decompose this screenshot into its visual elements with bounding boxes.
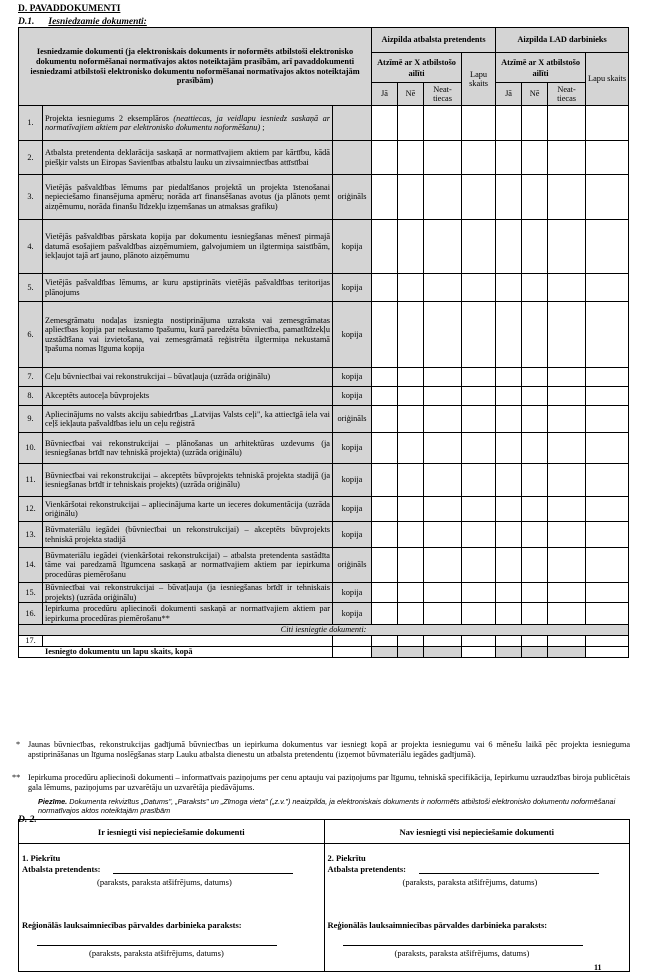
applicant-pages-cell[interactable] [462,603,496,625]
lad-na-cell[interactable] [548,522,586,548]
row-description [43,464,333,497]
document-row [19,583,629,603]
lad-na-cell[interactable] [548,175,586,220]
applicant-no-cell[interactable] [398,603,424,625]
total-shaded-cell [424,647,462,658]
lad-no-cell[interactable] [522,522,548,548]
lad-no-cell[interactable] [522,106,548,141]
row-copy-type: kopija [333,274,372,302]
row-description [43,603,333,625]
applicant-yes-cell[interactable] [372,406,398,433]
total-shaded-cell [372,647,398,658]
row-description [43,274,333,302]
row-copy-type: kopija [333,433,372,464]
row-number: 9. [19,406,43,433]
lad-yes-cell[interactable] [496,387,522,406]
applicant-na-cell[interactable] [424,274,462,302]
lad-na-cell[interactable] [548,302,586,368]
row-number: 16. [19,603,43,625]
footnote-2 [12,773,630,793]
row-description-text: Zemesgrāmatu nodaļas izsniegta nostiprinājuma uzraksta vai zemesgrāmatas apliecības kopija par nekustamo īpašumu, kurā paredzēta būvniecība, pamatlīdzekļu uzstādīšana vai izvietošana, vai zemesgrāmatā reģistrēta ilgtermiņa nekustamā īpašuma nomas līguma kopija [45,315,330,353]
document-row [19,302,629,368]
applicant-yes-cell[interactable] [372,387,398,406]
row-description-text: Vietējās pašvaldības lēmums par piedalīšanos projektā un projekta īstenošanai nepieciešamo finansējuma apmēru; norāda arī finansēšanas avotus (ja plānots ņemt aizņēmumu, norāda finanšu līdzekļu izņemšanas un atmaksas grafiku) [45,182,330,211]
document-row [19,175,629,220]
lad-yes-cell[interactable] [496,522,522,548]
total-row [19,647,629,658]
applicant-no-cell[interactable] [398,175,424,220]
applicant-na-cell[interactable] [424,220,462,274]
right-applicant-hint: (paraksts, paraksta atšifrējums, datums) [402,877,538,887]
lad-pages-cell[interactable] [586,522,629,548]
applicant-yes-cell[interactable] [372,497,398,522]
document-row [19,106,629,141]
applicant-yes-cell[interactable] [372,274,398,302]
applicant-pages-cell[interactable] [462,175,496,220]
header-lad-na: Neat-tiecas [548,83,586,106]
lad-na-cell[interactable] [548,406,586,433]
header-applicant-no: Nē [398,83,424,106]
lad-pages-cell[interactable] [586,220,629,274]
applicant-yes-cell[interactable] [372,464,398,497]
lad-pages-cell[interactable] [586,497,629,522]
lad-na-cell[interactable] [548,548,586,583]
applicant-na-cell[interactable] [424,433,462,464]
lad-yes-cell[interactable] [496,497,522,522]
applicant-no-cell[interactable] [398,302,424,368]
row-copy-type [333,106,372,141]
row-copy-type: oriģināls [333,548,372,583]
row-description [43,387,333,406]
row-description [43,497,333,522]
applicant-pages-cell[interactable] [462,274,496,302]
applicant-na-cell[interactable] [424,522,462,548]
applicant-yes-cell[interactable] [372,141,398,175]
applicant-pages-cell[interactable] [462,387,496,406]
applicant-na-cell[interactable] [424,406,462,433]
row-17-cell[interactable] [372,636,398,647]
lad-pages-cell[interactable] [586,603,629,625]
row-description-note: (neattiecas, ja veidlapu iesniedz saskaņā ar normatīvajiem aktiem par elektronisko dokumentu noformēšanu) [45,113,330,132]
row-number: 1. [19,106,43,141]
lad-yes-cell[interactable] [496,220,522,274]
lad-yes-cell[interactable] [496,302,522,368]
header-applicant-pages: Lapu skaits [462,53,496,106]
lad-no-cell[interactable] [522,387,548,406]
applicant-na-cell[interactable] [424,368,462,387]
left-applicant-signature-line[interactable] [113,873,293,874]
row-number: 15. [19,583,43,603]
row-description-tail: ; [260,123,265,132]
applicant-no-cell[interactable] [398,522,424,548]
lad-pages-cell[interactable] [586,464,629,497]
signature-table [18,819,630,972]
other-docs-label: Citi iesniegtie dokumenti: [19,625,629,636]
lad-no-cell[interactable] [522,274,548,302]
row-description [43,141,333,175]
lad-no-cell[interactable] [522,497,548,522]
document-row [19,141,629,175]
applicant-yes-cell[interactable] [372,548,398,583]
right-applicant-label: Atbalsta pretendents: [327,864,406,874]
lad-pages-cell[interactable] [586,433,629,464]
applicant-pages-cell[interactable] [462,548,496,583]
document-row [19,406,629,433]
row-description [43,522,333,548]
total-copy-cell [333,647,372,658]
lad-no-cell[interactable] [522,406,548,433]
row-number: 6. [19,302,43,368]
lad-no-cell[interactable] [522,302,548,368]
lad-na-cell[interactable] [548,141,586,175]
row-number: 10. [19,433,43,464]
left-applicant-hint: (paraksts, paraksta atšifrējums, datums) [97,877,232,887]
total-shaded-cell [548,647,586,658]
row-copy-type: kopija [333,522,372,548]
lad-pages-cell[interactable] [586,368,629,387]
right-applicant-signature-line[interactable] [419,873,599,874]
lad-yes-cell[interactable] [496,548,522,583]
row-copy-type: oriģināls [333,175,372,220]
document-row [19,464,629,497]
lad-na-cell[interactable] [548,106,586,141]
applicant-no-cell[interactable] [398,464,424,497]
lad-pages-cell[interactable] [586,548,629,583]
note-piezime [38,797,630,815]
row-number: 7. [19,368,43,387]
lad-na-cell[interactable] [548,368,586,387]
subsection-d2-number: D. 2. [18,815,37,825]
row-description-text: Būvniecībai vai rekonstrukcijai – būvatļauja (ja iesniegšanas brīdī ir tehniskais projekts) (uzrāda oriģinālu) [45,583,330,602]
header-applicant-yes: Jā [372,83,398,106]
applicant-no-cell[interactable] [398,387,424,406]
row-description-text: Būvmateriālu iegādei (būvniecībai un rekonstrukcijai) – akceptēts būvprojekts tehniskā projekta stadijā [45,525,330,544]
lad-pages-cell[interactable] [586,406,629,433]
document-row [19,274,629,302]
lad-no-cell[interactable] [522,368,548,387]
document-row [19,548,629,583]
applicant-na-cell[interactable] [424,497,462,522]
applicant-total-pages-cell[interactable] [462,647,496,658]
applicant-no-cell[interactable] [398,406,424,433]
row-description-text: Apliecinājums no valsts akciju sabiedrības „Latvijas Valsts ceļi", ka attiecīgā iela vai ceļš iekļauta pašvaldības ielu un ceļu reģistrā [45,409,330,428]
lad-no-cell[interactable] [522,464,548,497]
applicant-yes-cell[interactable] [372,302,398,368]
section-title: D. PAVADDOKUMENTI [18,4,121,14]
lad-yes-cell[interactable] [496,464,522,497]
lad-no-cell[interactable] [522,141,548,175]
lad-yes-cell[interactable] [496,106,522,141]
lad-na-cell[interactable] [548,220,586,274]
applicant-no-cell[interactable] [398,141,424,175]
lad-total-pages-cell[interactable] [586,647,629,658]
lad-na-cell[interactable] [548,583,586,603]
lad-na-cell[interactable] [548,497,586,522]
row-description [43,433,333,464]
applicant-na-cell[interactable] [424,141,462,175]
note-piezime-text: Dokumenta rekvizītus „Datums", „Paraksts" un „Zīmoga vieta" („z.v.") neaizpilda, ja elektroniskais dokuments ir noformēts atbilstoši elektronisko dokumentu noformēšanai normatīvajos aktos noteiktajām prasībām [38,797,616,815]
header-lad-yes: Jā [496,83,522,106]
row-description [43,548,333,583]
lad-yes-cell[interactable] [496,433,522,464]
applicant-na-cell[interactable] [424,302,462,368]
left-applicant-label: Atbalsta pretendents: [22,864,101,874]
row-description-text: Iepirkuma procedūru apliecinoši dokumenti saskaņā ar normatīvajiem aktiem par iepirkuma procedūras piemērošanu** [45,604,330,623]
document-row [19,433,629,464]
applicant-no-cell[interactable] [398,497,424,522]
header-lad-group: Aizpilda LAD darbinieks [496,28,629,53]
subsection-title [18,17,147,27]
row-number: 3. [19,175,43,220]
applicant-yes-cell[interactable] [372,175,398,220]
row-17-cell[interactable] [462,636,496,647]
applicant-yes-cell[interactable] [372,603,398,625]
applicant-na-cell[interactable] [424,387,462,406]
lad-yes-cell[interactable] [496,368,522,387]
row-number: 12. [19,497,43,522]
lad-pages-cell[interactable] [586,583,629,603]
applicant-yes-cell[interactable] [372,368,398,387]
row-number: 2. [19,141,43,175]
lad-no-cell[interactable] [522,220,548,274]
applicant-pages-cell[interactable] [462,141,496,175]
applicant-yes-cell[interactable] [372,522,398,548]
lad-pages-cell[interactable] [586,141,629,175]
row-copy-type: kopija [333,220,372,274]
lad-pages-cell[interactable] [586,274,629,302]
row-description-text: Projekta iesniegums 2 eksemplāros [45,113,169,123]
row-description-text: Ceļu būvniecībai vai rekonstrukcijai – būvatļauja (uzrāda oriģinālu) [45,372,271,382]
lad-na-cell[interactable] [548,433,586,464]
right-official-hint: (paraksts, paraksta atšifrējums, datums) [394,948,530,958]
row-number: 8. [19,387,43,406]
document-row-17 [19,636,629,647]
applicant-yes-cell[interactable] [372,106,398,141]
applicant-na-cell[interactable] [424,583,462,603]
row-number: 13. [19,522,43,548]
document-row [19,387,629,406]
applicant-na-cell[interactable] [424,106,462,141]
row-copy-type: kopija [333,387,372,406]
row-description-text: Vietējās pašvaldības lēmums, ar kuru apstiprināts vietējās pašvaldības teritorijas plānojums [45,278,330,297]
row-description [43,406,333,433]
lad-no-cell[interactable] [522,603,548,625]
footnote-1-text: Jaunas būvniecības, rekonstrukcijas gadījumā būvniecības un iepirkuma dokumentus var iesniegt kopā ar projekta iesniegumu vai 6 mēnešu laikā pēc projekta iesnieguma apstiprināšanas un līguma noslēgšanas starp Lauku atbalsta dienestu un atbalsta pretendentu (izņemot būvmateriālu iegādes gadījumā). [28,740,630,760]
left-agree-title: 1. Piekrītu [22,853,61,863]
applicant-na-cell[interactable] [424,603,462,625]
row-copy-type: kopija [333,302,372,368]
row-description [43,302,333,368]
row-description-text: Būvniecībai vai rekonstrukcijai – akceptēts būvprojekts tehniskā projekta stadijā (ja iesniegšanas brīdī ir tehniskais projekts) (uzrāda oriģinālu) [45,470,330,489]
footnote-1-mark: * [16,740,21,749]
header-documents: Iesniedzamie dokumenti (ja elektroniskais dokuments ir noformēts atbilstoši elektronisko dokumentu noformēšanai normatīvajos aktos noteiktajām prasībām, arī pavaddokumenti iesniedzami atbilstoši elektronisko dokumentu noformēšanai normatīvajos aktos noteiktajām prasībām) [19,28,372,106]
row-17-cell[interactable] [424,636,462,647]
lad-pages-cell[interactable] [586,302,629,368]
row-17-copy-type[interactable] [333,636,372,647]
header-lad-mark: Atzīmē ar X atbilstošo ailīti [496,53,586,83]
header-applicant-mark: Atzīmē ar X atbilstošo ailīti [372,53,462,83]
applicant-no-cell[interactable] [398,368,424,387]
note-piezime-label: Piezīme. [38,797,68,806]
row-17-cell[interactable] [586,636,629,647]
applicant-pages-cell[interactable] [462,433,496,464]
signature-left-header: Ir iesniegti visi nepieciešamie dokumenti [19,820,325,844]
header-lad-no: Nē [522,83,548,106]
lad-yes-cell[interactable] [496,141,522,175]
row-copy-type: kopija [333,603,372,625]
left-official-hint: (paraksts, paraksta atšifrējums, datums) [89,948,224,958]
header-applicant-group: Aizpilda atbalsta pretendents [372,28,496,53]
lad-no-cell[interactable] [522,583,548,603]
row-description [43,583,333,603]
lad-yes-cell[interactable] [496,406,522,433]
total-shaded-cell [496,647,522,658]
row-17-cell[interactable] [496,636,522,647]
applicant-no-cell[interactable] [398,583,424,603]
left-official-label: Reģionālās lauksaimniecības pārvaldes darbinieka paraksts: [22,920,242,930]
row-description-text: Vietējās pašvaldības pārskata kopija par dokumentu iesniegšanas mēnesī pirmajā datumā esošajiem pašvaldības aizņēmumiem, galvojumiem un ilgtermiņa saistībām, iekļaujot tajā arī jauno, plānoto aizņēmumu [45,232,330,261]
row-description-text: Būvniecībai vai rekonstrukcijai – plānošanas un arhitektūras uzdevums (ja iesniegšanas brīdī nav tehniskā projekta) (uzrāda oriģinālu) [45,438,330,457]
row-number: 17. [19,636,43,647]
document-row [19,220,629,274]
row-copy-type [333,141,372,175]
row-description-text: Būvmateriālu iegādei (vienkāršotai rekonstrukcijai) – atbalsta pretendenta sastādīta tāme vai paredzamā līgumcena saskaņā ar normatīvajiem aktiem par iepirkuma procedūras piemērošanu [45,550,330,579]
row-number: 14. [19,548,43,583]
signature-right-header: Nav iesniegti visi nepieciešamie dokumenti [324,820,630,844]
footnote-2-mark: ** [12,773,21,782]
applicant-pages-cell[interactable] [462,464,496,497]
signature-left-block [19,844,325,972]
row-copy-type: oriģināls [333,406,372,433]
header-lad-pages: Lapu skaits [586,53,629,106]
applicant-no-cell[interactable] [398,274,424,302]
lad-yes-cell[interactable] [496,175,522,220]
row-17-cell[interactable] [398,636,424,647]
lad-yes-cell[interactable] [496,603,522,625]
row-17-cell[interactable] [548,636,586,647]
lad-no-cell[interactable] [522,433,548,464]
row-number: 5. [19,274,43,302]
row-description-text: Akceptēts autoceļa būvprojekts [45,391,150,401]
subsection-number: D.1. [18,17,35,27]
document-row [19,368,629,387]
applicant-no-cell[interactable] [398,106,424,141]
applicant-na-cell[interactable] [424,548,462,583]
lad-pages-cell[interactable] [586,387,629,406]
row-description-text: Atbalsta pretendenta deklarācija saskaņā ar normatīvajiem aktiem par kārtību, kādā piešķir valsts un Eiropas Savienības atbalstu lauku un zivsaimniecības attīstībai [45,148,330,167]
row-description [43,368,333,387]
document-row [19,522,629,548]
lad-yes-cell[interactable] [496,274,522,302]
applicant-pages-cell[interactable] [462,302,496,368]
signature-right-block [324,844,630,972]
footnote-1 [16,740,630,760]
applicant-no-cell[interactable] [398,220,424,274]
lad-no-cell[interactable] [522,175,548,220]
row-number: 4. [19,220,43,274]
header-applicant-na: Neat-tiecas [424,83,462,106]
total-label: Iesniegto dokumentu un lapu skaits, kopā [19,647,333,658]
lad-no-cell[interactable] [522,548,548,583]
row-17-cell[interactable] [522,636,548,647]
page-mark: 11 [594,963,602,972]
row-copy-type: kopija [333,583,372,603]
applicant-pages-cell[interactable] [462,220,496,274]
row-copy-type: kopija [333,464,372,497]
applicant-pages-cell[interactable] [462,522,496,548]
footnote-2-text: Iepirkuma procedūru apliecinoši dokumenti – informatīvais paziņojums per cenu aptauju vai paziņojums par līgumu, tehniskā specifikācija, Iepirkumu uzraudzības biroja publicētais gala lēmums, paziņojums par uzvarētāju un uzvarētāja piedāvājums. [28,773,630,793]
lad-na-cell[interactable] [548,387,586,406]
left-official-signature-line[interactable] [37,945,277,946]
applicant-no-cell[interactable] [398,433,424,464]
applicant-pages-cell[interactable] [462,106,496,141]
applicant-yes-cell[interactable] [372,583,398,603]
lad-yes-cell[interactable] [496,583,522,603]
document-row [19,603,629,625]
row-description-text: Vienkāršotai rekonstrukcijai – apliecinājuma karte un ieceres dokumentācija (uzrāda oriģinālu) [45,499,330,518]
row-description [43,106,333,141]
applicant-pages-cell[interactable] [462,406,496,433]
applicant-yes-cell[interactable] [372,220,398,274]
document-row [19,497,629,522]
applicant-pages-cell[interactable] [462,583,496,603]
total-shaded-cell [522,647,548,658]
applicant-pages-cell[interactable] [462,368,496,387]
lad-na-cell[interactable] [548,464,586,497]
lad-na-cell[interactable] [548,274,586,302]
other-docs-row [19,625,629,636]
lad-na-cell[interactable] [548,603,586,625]
total-shaded-cell [398,647,424,658]
applicant-no-cell[interactable] [398,548,424,583]
applicant-yes-cell[interactable] [372,433,398,464]
right-official-label: Reģionālās lauksaimniecības pārvaldes darbinieka paraksts: [327,920,548,930]
right-official-signature-line[interactable] [343,945,583,946]
applicant-na-cell[interactable] [424,464,462,497]
applicant-na-cell[interactable] [424,175,462,220]
row-copy-type: kopija [333,368,372,387]
lad-pages-cell[interactable] [586,106,629,141]
lad-pages-cell[interactable] [586,175,629,220]
subsection-label: Iesniedzamie dokumenti: [48,17,147,27]
row-description [43,175,333,220]
right-agree-title: 2. Piekrītu [327,853,366,863]
applicant-pages-cell[interactable] [462,497,496,522]
row-copy-type: kopija [333,497,372,522]
row-17-description-input[interactable] [43,636,333,647]
row-description [43,220,333,274]
documents-table [18,27,629,658]
row-number: 11. [19,464,43,497]
